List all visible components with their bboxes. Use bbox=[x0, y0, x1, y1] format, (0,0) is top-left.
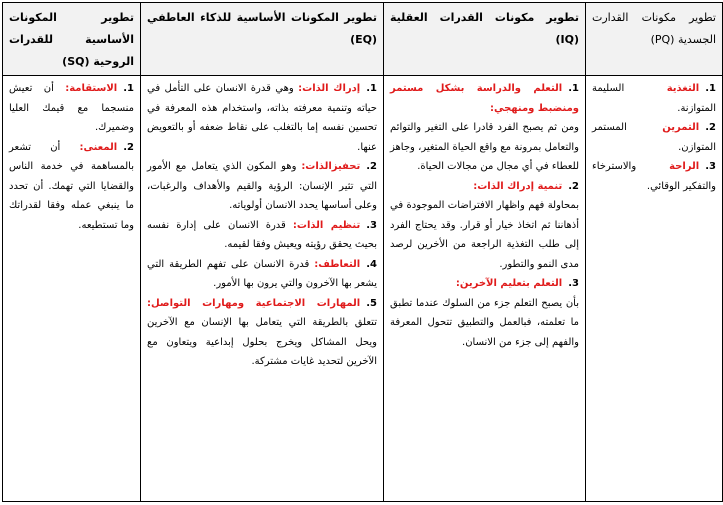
pq-item-title: الراحة bbox=[669, 161, 700, 172]
header-iq-text: تطوير مكونات القدرات العقلية (IQ) bbox=[390, 11, 579, 46]
pq-item bbox=[592, 79, 716, 118]
eq-item-title: تنظيم الذات: bbox=[292, 219, 361, 231]
pq-item-text: السليمة المتوازنة. bbox=[592, 83, 716, 114]
header-eq-text: تطوير المكونات الأساسية للذكاء العاطفي (EQ) bbox=[147, 11, 377, 46]
eq-item-num: 5. bbox=[366, 297, 377, 309]
sq-item-title: المعنى: bbox=[79, 141, 118, 153]
eq-item-title: تحفيزالذات: bbox=[301, 161, 361, 172]
header-sq bbox=[3, 3, 141, 76]
pq-item-text: والاسترخاء والتفكير الوقائي. bbox=[592, 161, 716, 192]
eq-item-text: وهو المكون الذي يتعامل مع الأمور التي تثير الإنسان: الرؤية والقيم والأهداف والرغبات، وعلى أساسها يحدد الانسان أولوياته. bbox=[147, 161, 377, 211]
sq-item-text: أن تعيش منسجما مع قيمك العليا وضميرك. bbox=[9, 83, 134, 133]
iq-item-title: تنمية إدراك الذات: bbox=[473, 180, 563, 192]
iq-item-text: ومن ثم يصبح الفرد قادرا على التغير والتوائم والتعامل بمرونة مع واقع الحياة المتغير، وجاهز للعطاء في أي مجال من مجالات الحياة. bbox=[390, 122, 579, 172]
cell-sq bbox=[3, 76, 141, 502]
sq-item-title: الاستقامة: bbox=[65, 83, 118, 94]
iq-item bbox=[390, 177, 579, 275]
eq-item-text: قدرة الانسان على تفهم الطريقة التي يشعر بها الآخرون والتي يرون بها الأمور. bbox=[147, 258, 377, 289]
iq-item bbox=[390, 274, 579, 352]
eq-item-num: 1. bbox=[366, 83, 377, 94]
components-table bbox=[2, 2, 723, 502]
pq-item-title: التمرين bbox=[662, 122, 700, 133]
header-sq-text: تطوير المكونات الأساسية للقدرات الروحية (SQ) bbox=[9, 11, 134, 68]
eq-item-text: وهي قدرة الانسان على التأمل في حياته وتنمية معرفته بذاته، واستخدام هذه المعرفة في تحسين نفسه إما بالتغلب على نقاط ضعفه أو بالتعويض عنها. bbox=[147, 83, 377, 153]
header-pq bbox=[586, 3, 723, 76]
pq-item-num: 1. bbox=[705, 83, 716, 94]
iq-item-num: 3. bbox=[568, 278, 579, 289]
iq-item-text: بمحاولة فهم واظهار الافتراضات الموجودة في أذهاننا ثم اتخاذ خيار أو قرار. وقد يحتاج الفرد إلى طلب التغذية الراجعة من الأخرين لرصد مدى النمو والتطور. bbox=[390, 200, 579, 270]
pq-item-num: 3. bbox=[705, 161, 716, 172]
eq-item bbox=[147, 294, 377, 372]
iq-item-text: بأن يصبح التعلم جزء من السلوك عندما تطبق ما تعلمته، فبالعمل والتطبيق تتحول المعرفة والفهم إلى جزء من الانسان. bbox=[390, 297, 579, 348]
eq-item-text: قدرة الانسان على إدارة نفسه بحيث يحقق رؤيته ويعيش وفقا لقيمه. bbox=[147, 219, 377, 250]
eq-item-num: 3. bbox=[366, 219, 378, 231]
sq-item-num: 1. bbox=[123, 83, 134, 94]
pq-item-text: المستمر المتوازن. bbox=[592, 122, 716, 153]
header-iq bbox=[384, 3, 586, 76]
eq-item-title: التعاطف: bbox=[314, 258, 361, 270]
sq-item-num: 2. bbox=[123, 141, 134, 153]
sq-item bbox=[9, 79, 134, 138]
eq-item bbox=[147, 255, 377, 294]
pq-item bbox=[592, 157, 716, 196]
eq-item-num: 2. bbox=[366, 161, 377, 172]
eq-item bbox=[147, 216, 377, 255]
sq-item bbox=[9, 138, 134, 236]
eq-item-text: تتعلق بالطريقة التي يتعامل بها الإنسان مع الآخرين ويحل المشاكل ويخرج بحلول إبداعية ويتعاون مع الآخرين لتحديد غايات مشتركة. bbox=[147, 317, 377, 367]
header-pq-text: تطوير مكونات القدارت الجسدية (PQ) bbox=[592, 11, 716, 46]
iq-item-title: التعلم بتعليم الآخرين: bbox=[455, 278, 563, 289]
sq-item-text: أن تشعر بالمساهمة في خدمة الناس والقضايا التي تهمك. أن تحدد ما ينبغي عمله وفقا لقدراتك وما تستطيعه. bbox=[9, 141, 134, 231]
pq-item-num: 2. bbox=[705, 122, 716, 133]
eq-item bbox=[147, 79, 377, 157]
header-eq bbox=[141, 3, 384, 76]
cell-eq bbox=[141, 76, 384, 502]
pq-item-title: التغذية bbox=[666, 83, 700, 94]
eq-item-title: المهارات الاجتماعية ومهارات التواصل: bbox=[147, 297, 361, 309]
content-row bbox=[3, 76, 723, 502]
cell-pq bbox=[586, 76, 723, 502]
iq-item-num: 1. bbox=[568, 83, 579, 94]
eq-item-num: 4. bbox=[366, 258, 377, 270]
iq-item-title: التعلم والدراسة بشكل مستمر ومنضبط ومنهجي: bbox=[390, 83, 579, 114]
pq-item bbox=[592, 118, 716, 157]
cell-iq bbox=[384, 76, 586, 502]
eq-item bbox=[147, 157, 377, 216]
iq-item bbox=[390, 79, 579, 177]
iq-item-num: 2. bbox=[568, 180, 579, 192]
eq-item-title: إدراك الذات: bbox=[298, 83, 361, 94]
header-row bbox=[3, 3, 723, 76]
